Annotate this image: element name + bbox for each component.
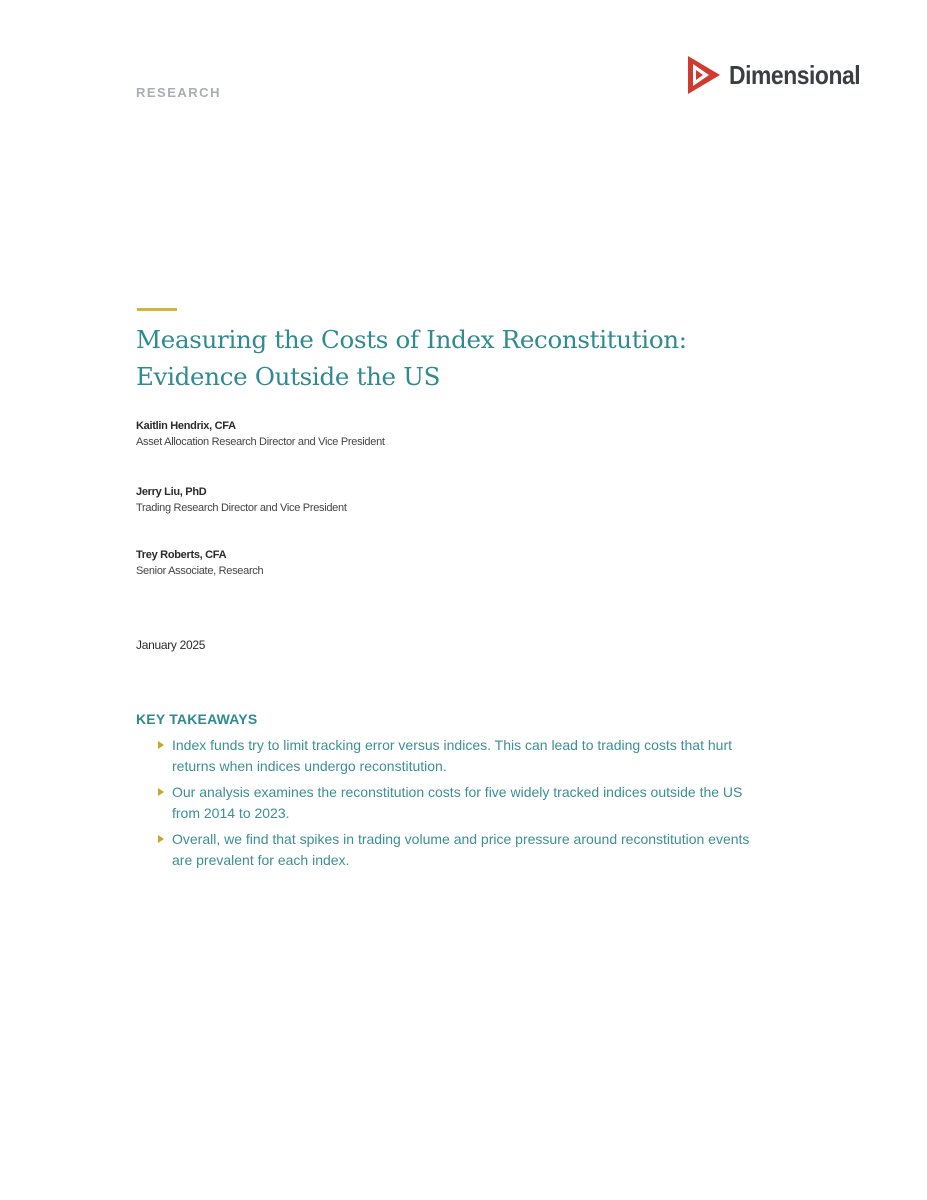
takeaway-text: Index funds try to limit tracking error versus indices. This can lead to trading costs that hurt returns when indices undergo reconstitution. <box>172 737 732 774</box>
author-block <box>136 418 385 450</box>
author-name: Jerry Liu, PhD <box>136 486 207 498</box>
author-role: Trading Research Director and Vice President <box>136 502 347 514</box>
author-name: Trey Roberts, CFA <box>136 549 227 561</box>
publication-date: January 2025 <box>136 638 206 652</box>
key-takeaways-list <box>156 735 771 876</box>
bullet-triangle-icon <box>158 741 164 749</box>
dimensional-logo-icon <box>685 54 723 96</box>
bullet-triangle-icon <box>158 788 164 796</box>
key-takeaways-heading: KEY TAKEAWAYS <box>136 711 258 727</box>
author-role: Asset Allocation Research Director and Vice President <box>136 436 385 448</box>
title-accent-bar <box>137 308 177 311</box>
author-block <box>136 547 263 579</box>
list-item <box>156 735 771 777</box>
takeaway-text: Our analysis examines the reconstitution costs for five widely tracked indices outside the US from 2014 to 2023. <box>172 784 743 821</box>
author-role: Senior Associate, Research <box>136 565 264 577</box>
list-item <box>156 782 771 824</box>
title-line-1: Measuring the Costs of Index Reconstitution: <box>136 325 687 354</box>
list-item <box>156 829 771 871</box>
brand-logo <box>685 54 878 96</box>
author-name: Kaitlin Hendrix, CFA <box>136 420 236 432</box>
title-line-2: Evidence Outside the US <box>136 362 441 391</box>
section-label: RESEARCH <box>136 85 221 100</box>
brand-name: Dimensional <box>729 59 861 90</box>
author-block <box>136 484 347 516</box>
bullet-triangle-icon <box>158 835 164 843</box>
page-title <box>136 321 836 395</box>
takeaway-text: Overall, we find that spikes in trading volume and price pressure around reconstitution events are prevalent for each index. <box>172 831 750 868</box>
